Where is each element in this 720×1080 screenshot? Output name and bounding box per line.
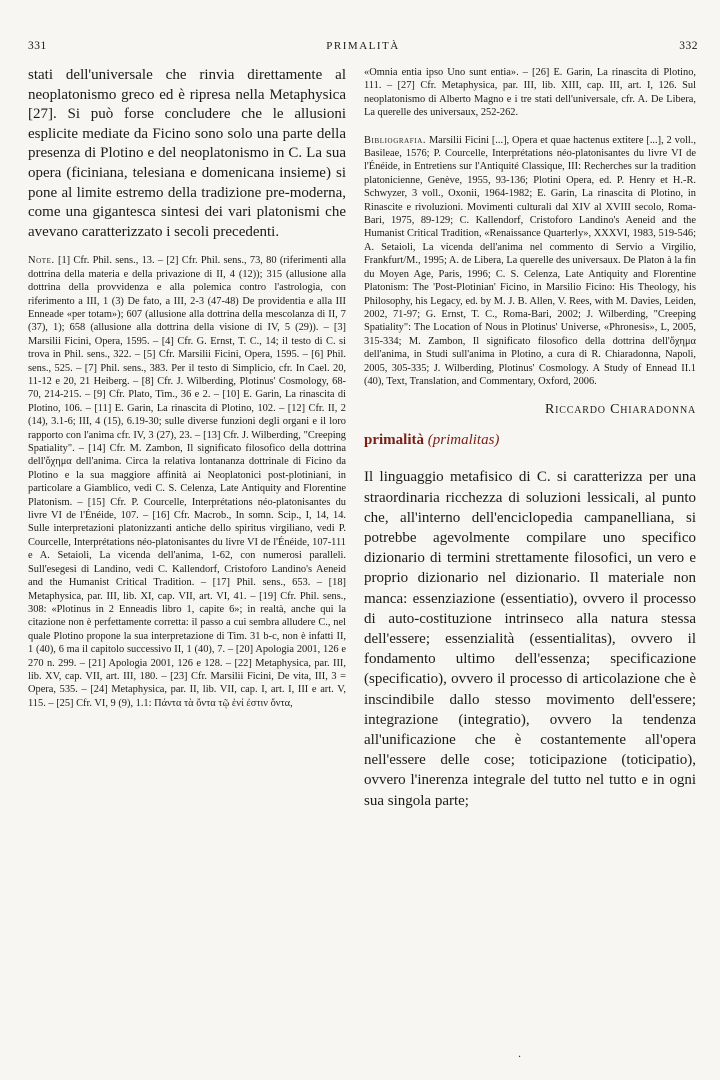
- page-number-left: 331: [28, 40, 47, 52]
- author-signature: Riccardo Chiaradonna: [545, 402, 696, 418]
- footer-dot: ·: [518, 1052, 522, 1063]
- running-title: PRIMALITÀ: [326, 40, 400, 52]
- notes-section: [28, 254, 346, 710]
- entry-latin-term: (primalitas): [427, 432, 500, 449]
- body-paragraph: stati dell'universale che rinvia direttamente al neoplatonismo greco ed è ripresa nella Metaphysica [27]. Si può forse concludere che le allusioni esplicite mediate da Ficino sono solo una parte della presenza di Plotino e del neoplatonismo in C. La sua opera (ficiniana, telesiana e domenicana insieme) si pone al limite estremo della tradizione pre-moderna, come una gigantesca sintesi dei vari platonismi che avevano caratterizzato i secoli precedenti.: [28, 67, 346, 240]
- entry-heading: [364, 432, 696, 449]
- left-column: [28, 66, 346, 710]
- right-column: [364, 66, 696, 811]
- bibliography-text: Marsilii Ficini [...], Opera et quae hactenus extitere [...], 2 voll., Basileae, 1576; P. Courcelle, Interprétations néo-platonisantes du livre VI de l'Énéide, in Entretiens sur l'Antiquité Classique, III: Recherches sur la tradition platonicienne, Genève, 1955, 93-136; Plotini Opera, ed. P. Henry et H.-R. Schwyzer, 3 voll., Oxonii, 1964-1982; E. Garin, La rinascita di Plotino, in Rinascite e rivoluzioni. Movimenti culturali dal XIV al XVIII secolo, Roma-Bari, 1975, 89-129; C. Kallendorf, Cristoforo Landino's Aeneid and the Humanist Critical Tradition, «Renaissance Quarterly», XXXVI, 1983, 519-546; A. Setaioli, La vicenda dell'anima nel commento di Servio a Virgilio, Frankfurt/M., 1995; A. de Libera, La querelle des universaux. De Platon à la fin du Moyen Age, Paris, 1996; C. S. Celenza, Late Antiquity and Florentine Platonism: The 'Post-Plotinian' Ficino, in Marsilio Ficino: His Theology, his Philosophy, his Legacy, ed. by M. J. B. Allen, V. Rees, with M. Davies, Leiden, 2002, 71-97; G. Ernst, T. C., Roma-Bari, 2002; J. Wilberding, "Creeping Spatiality": The Location of Nous in Plotinus' Universe, «Phronesis», L, 2005, 315-334; M. Zambon, Il significato filosofico della dottrina dell'ὄχημα dell'anima, in Studi sull'anima in Plotino, a cura di R. Chiaradonna, Napoli, 2005, 305-335; J. Wilberding, Plotinus' Cosmology. A Study of Ennead II.1 (40), Text, Translation, and Commentary, Oxford, 2006.: [364, 134, 696, 387]
- bibliography-label: Bibliografia.: [364, 134, 427, 146]
- entry-headword: primalità: [364, 432, 424, 449]
- running-header: [28, 40, 698, 52]
- notes-label: Note.: [28, 255, 55, 267]
- bibliography-section: [364, 134, 696, 389]
- notes-continuation: «Omnia entia ipso Uno sunt entia». – [26] E. Garin, La rinascita di Plotino, 111. – [27] Cfr. Metaphysica, par. III, lib. XIII, cap. III, art. I, 126. Sul neoplatonismo di Alberto Magno e i tre stati dell'universale, cfr. A. De Libera, La querelle des universaux, 252-262.: [364, 67, 696, 119]
- entry-text: Il linguaggio metafisico di C. si caratterizza per una straordinaria ricchezza di soluzioni lessicali, al punto che, all'interno dell'enciclopedia campanelliana, si potrebbe agevolmente compilare uno specifico dizionario di termini strettamente filosofici, un vero e proprio dizionario nel dizionario. Il materiale non manca: essenziazione (essentiatio), ovvero il processo di auto-costituzione intrinseco alla natura stessa dell'essere; essenzialità (essentialitas), ovvero il fondamento ultimo dell'essenza; specificazione (specificatio), ovvero il processo di articolazione che è inscindibile dallo stesso movimento dell'essere; integrazione (integratio), ovvero la tendenza all'unificazione che è costantemente all'opera nell'essere delle cose; toticipazione (toticipatio), ovvero l'inerenza integrale del tutto nel tutto e in ogni sua singola parte;: [364, 469, 696, 809]
- page-number-right: 332: [679, 40, 698, 52]
- notes-text: [1] Cfr. Phil. sens., 13. – [2] Cfr. Phil. sens., 73, 80 (riferimenti alla dottrina della materia e della privazione di II, 4 (12)); 315 (allusione alla dottrina della provvidenza e alla polemica contro l'astrologia, con riferimento a III, 1 (3) De fato, a III, 2-3 (47-48) De providentia e alla III Enneade «per totam»); 607 (allusione alla dottrina della mescolanza di II, 7 (37), 1); 658 (allusione alla dottrina della visione di IV, 5 (29)). – [3] Marsilii Ficini, Opera, 1595. – [4] Cfr. G. Ernst, T. C., 14; il testo di C. si trova in Phil. sens., 322. – [5] Cfr. Marsilii Ficini, Opera, 1595. – [6] Phil. sens., 525. – [7] Phil. sens., 383. Per il testo di Simplicio, cfr. In Cael. 20, 11-12 e 20, 21 Heiberg. – [8] Cfr. J. Wilberding, Plotinus' Cosmology, 68-70, 214-215. – [9] Cfr. Plato, Tim., 36 e 2. – [10] E. Garin, La rinascita di Plotino, 106. – [11] E. Garin, La rinascita di Plotino, 102. – [12] Cfr. II, 2 (14), 3.1-6; III, 4 (15), 6.19-30; sulle diverse funzioni degli organi e il loro rapporto con l'anima cfr. IV, 3 (27), 23. – [13] Cfr. J. Wilberding, "Creeping Spatiality". – [14] Cfr. M. Zambon, Il significato filosofico della dottrina dell'ὄχημα dell'anima. Circa la relativa lontananza dottrinale di Ficino da Plotino e la sua maggiore affinità ai Neoplatonici post-plotiniani, in particolare a Giamblico, vedi C. S. Celenza, Late Antiquity and Florentine Platonism. – [15] Cfr. P. Courcelle, Interprétations néo-platonisantes du livre VI de l'Énéide, 107. – [16] Cfr. Macrob., In somn. Scip., I, 14, 14. Sulle interpretazioni platonizzanti antiche dello spiritus virgiliano, vedi P. Courcelle, Interprétations néo-platonisantes du livre VI de l'Énéide, 107-111 e A. Setaioli, La vicenda dell'anima, 1-62, con numerosi paralleli. Sull'esegesi di Landino, vedi C. Kallendorf, Cristoforo Landino's Aeneid and the Humanist Critical Tradition. – [17] Phil. sens., 653. – [18] Metaphysica, par. III, lib. XI, cap. VII, art. VI, 41. – [19] Cfr. Phil. sens., 308: «Plotinus in 2 Enneadis libro 1, capite 6»; in realtà, anche qui la citazione non è perfettamente corretta: il passo a cui sembra alludere C., nel quale Plotino propone la sua interpretazione di Tim. 31 b-c, non è infatti II, 1 (40), 6 ma il capitolo successivo II, 1 (40), 7. – [20] Apologia 2001, 126 e 270 n. 299. – [21] Apologia 2001, 126 e 128. – [22] Metaphysica, par. III, lib. XV, cap. VII, art. III, 180. – [23] Cfr. Marsilii Ficini, De vita, III, 3 = Opera, 535. – [24] Metaphysica, par. II, lib. VII, cap. I, art. I, III e art. V, 115. – [25] Cfr. VI, 9 (9), 1.1: Πάντα τὰ ὄντα τῷ ἑνί ἐστιν ὄντα,: [28, 255, 346, 709]
